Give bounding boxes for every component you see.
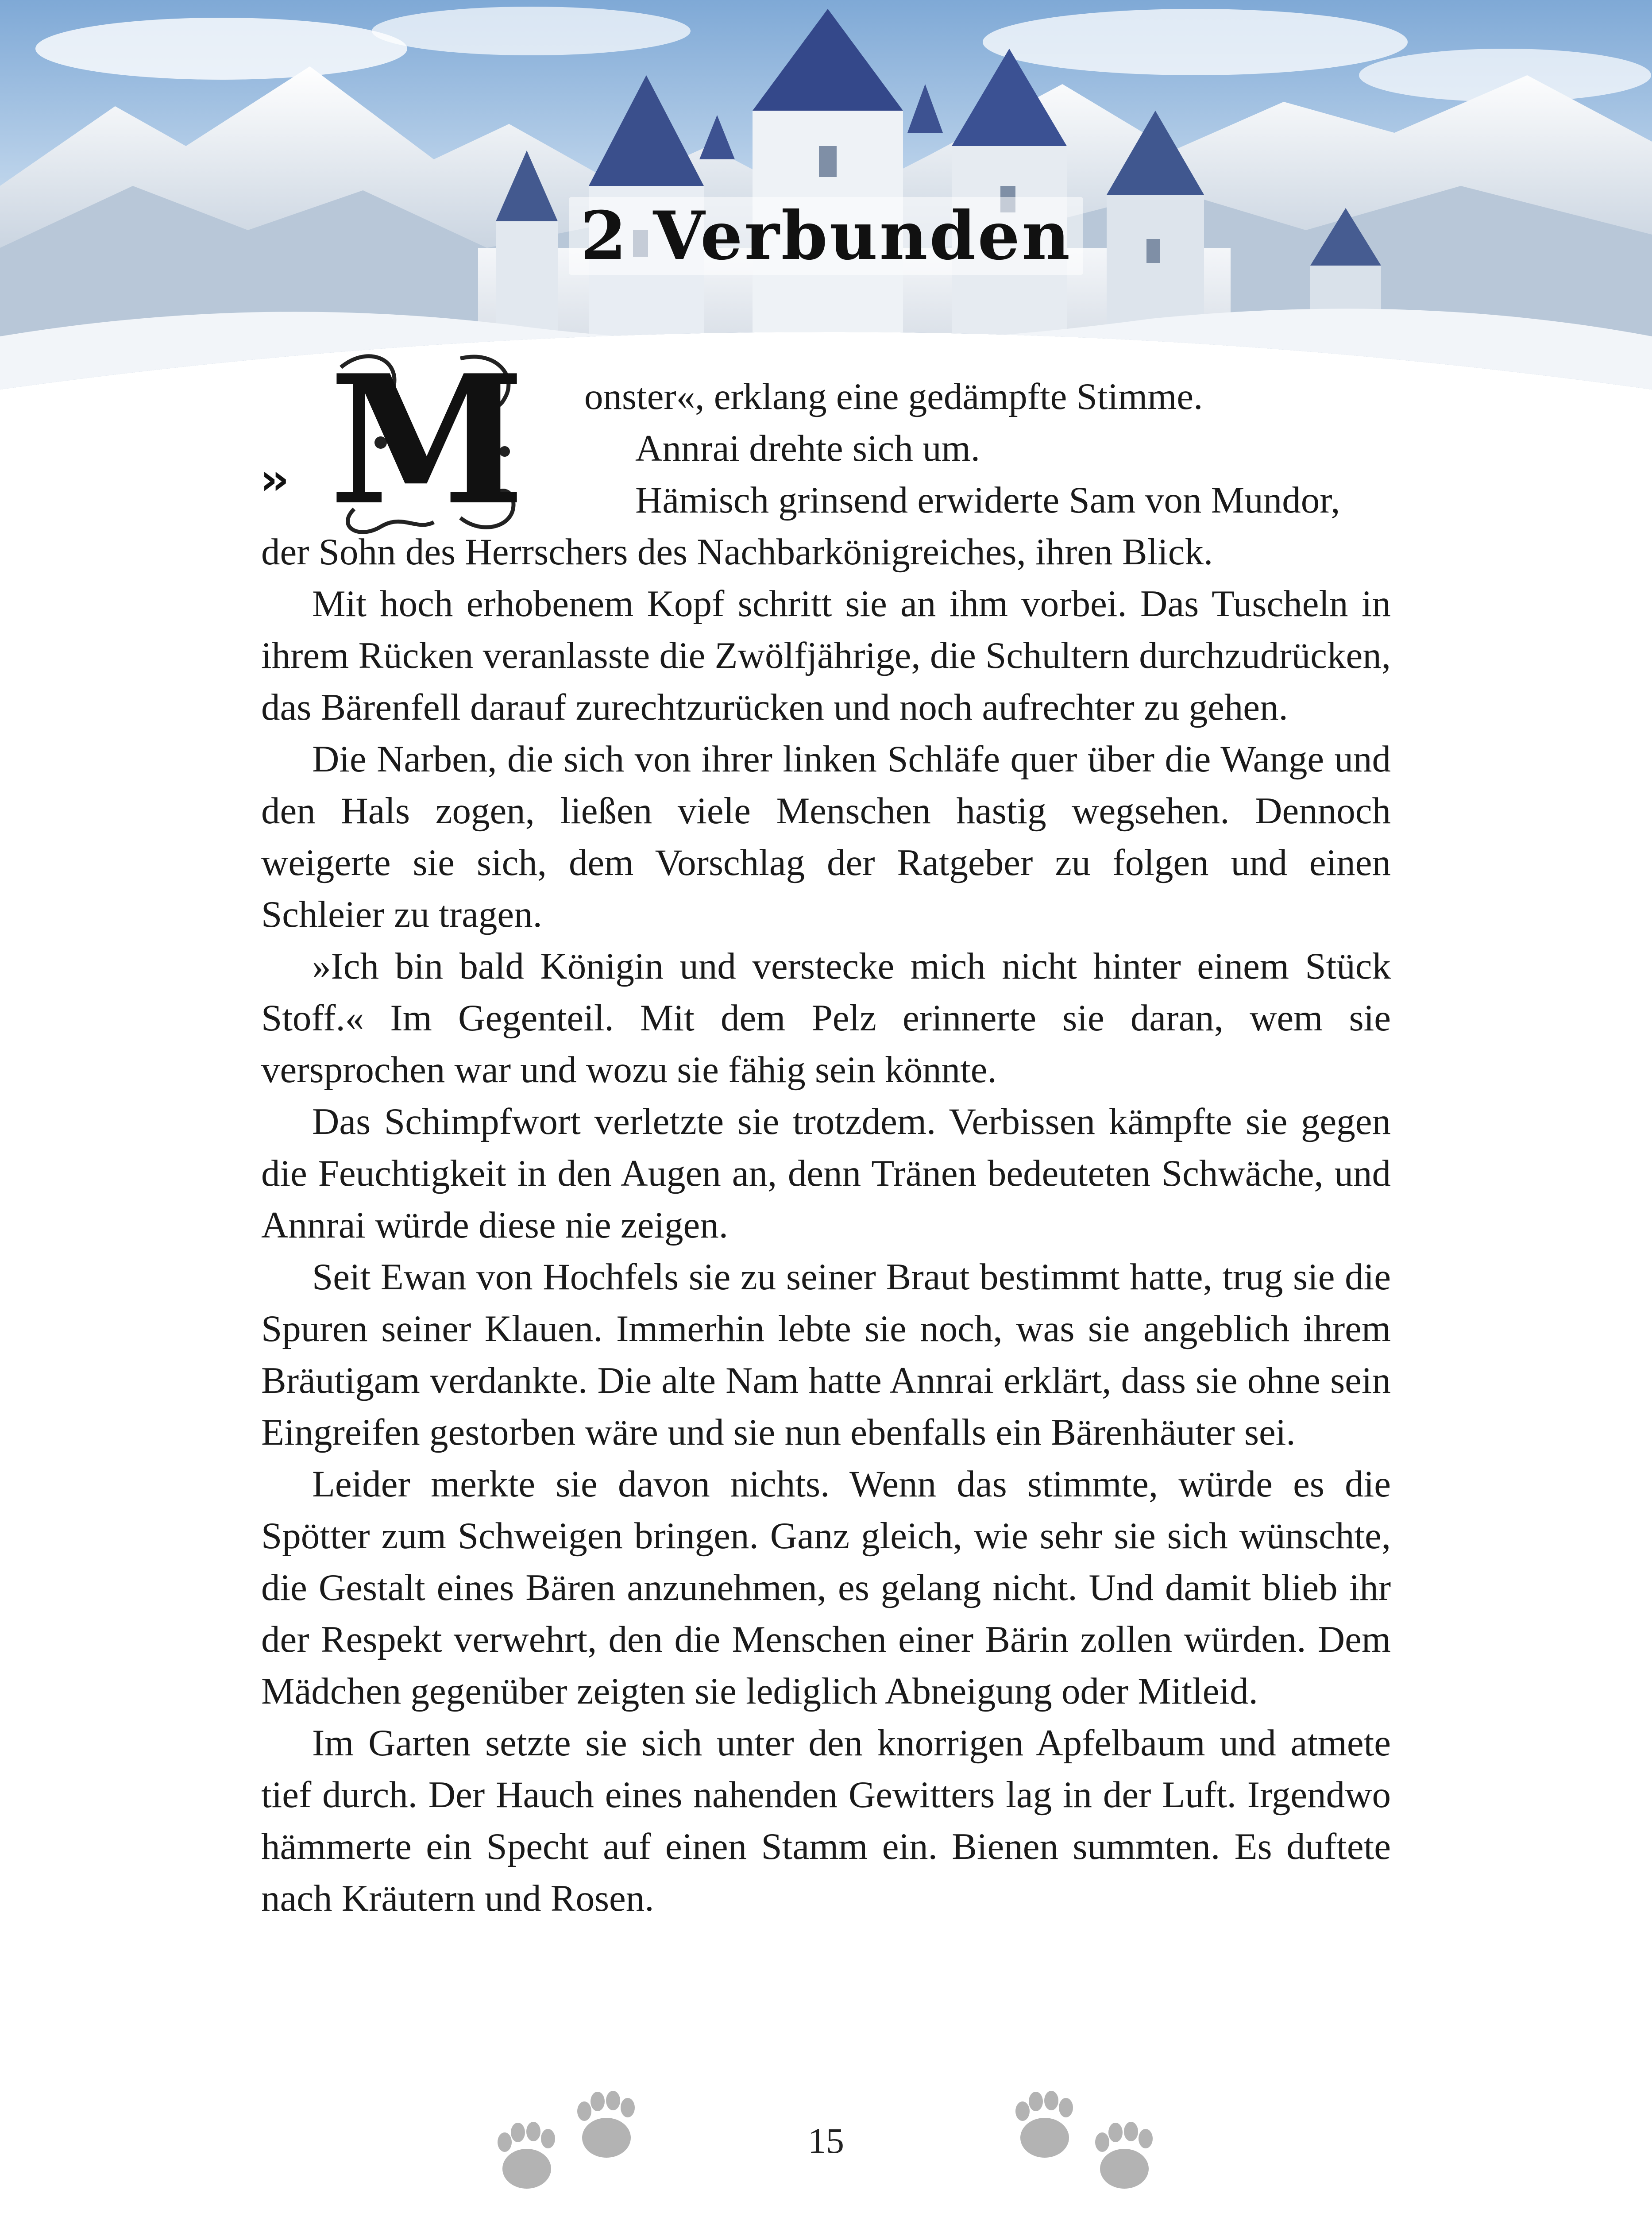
page-number: 15 — [808, 2120, 844, 2161]
paragraph: Mit hoch erhobenem Kopf schritt sie an ihm vorbei. Das Tuscheln in ihrem Rücken veranlasste die Zwölfjährige, die Schultern durchzudrücken, das Bärenfell darauf zurechtzurücken und noch aufrechter zu gehen. — [261, 583, 1391, 728]
opening-line: onster«, erklang eine gedämpfte Stimme. — [584, 376, 1203, 417]
opening-line: Annrai drehte sich um. — [635, 428, 980, 469]
opening-line: Hämisch grinsend erwiderte Sam von Mundor, — [635, 479, 1340, 521]
paragraph: Leider merkte sie davon nichts. Wenn das stimmte, würde es die Spötter zum Schweigen bringen. Ganz gleich, wie sehr sie sich wünschte, die Gestalt eines Bären anzunehmen, es gelang nicht. Und damit blieb ihr der Respekt verwehrt, den die Menschen einer Bärin zollen würden. Dem Mädchen gegenüber zeigten sie lediglich Abneigung oder Mitleid. — [261, 1463, 1391, 1712]
chapter-title-text: 2 Verbunden — [569, 197, 1083, 275]
chapter-body — [261, 371, 1391, 1924]
double-chevron-icon: ›› — [260, 455, 283, 504]
chapter-title — [0, 197, 1652, 275]
paragraph: »Ich bin bald Königin und verstecke mich nicht hinter einem Stück Stoff.« Im Gegenteil. Mit dem Pelz erinnerte sie daran, wem sie versprochen war und wozu sie fähig sein könnte. — [261, 945, 1391, 1091]
paragraph: Im Garten setzte sie sich unter den knorrigen Apfelbaum und atmete tief durch. Der Hauch eines nahenden Gewitters lag in der Luft. Irgendwo hämmerte ein Specht auf einen Stamm ein. Bienen summten. Es duftete nach Kräutern und Rosen. — [261, 1722, 1391, 1919]
paragraph: Seit Ewan von Hochfels sie zu seiner Braut bestimmt hatte, trug sie die Spuren seiner Klauen. Immerhin lebte sie noch, was sie angeblich ihrem Bräutigam verdankte. Die alte Nam hatte Annrai erklärt, dass sie ohne sein Eingreifen gestorben wäre und sie nun ebenfalls ein Bärenhäuter sei. — [261, 1256, 1391, 1453]
dropcap-letter: M — [329, 336, 525, 544]
paragraph: Das Schimpfwort verletzte sie trotzdem. Verbissen kämpfte sie gegen die Feuchtigkeit in den Augen an, denn Tränen bedeuteten Schwäche, und Annrai würde diese nie zeigen. — [261, 1101, 1391, 1246]
paragraph: der Sohn des Herrschers des Nachbarkönigreiches, ihren Blick. — [261, 531, 1213, 573]
opening-lines — [261, 371, 1391, 526]
paragraph: Die Narben, die sich von ihrer linken Schläfe quer über die Wange und den Hals zogen, ließen viele Menschen hastig wegsehen. Dennoch weigerte sie sich, dem Vorschlag der Ratgeber zu folgen und einen Schleier zu tragen. — [261, 738, 1391, 935]
